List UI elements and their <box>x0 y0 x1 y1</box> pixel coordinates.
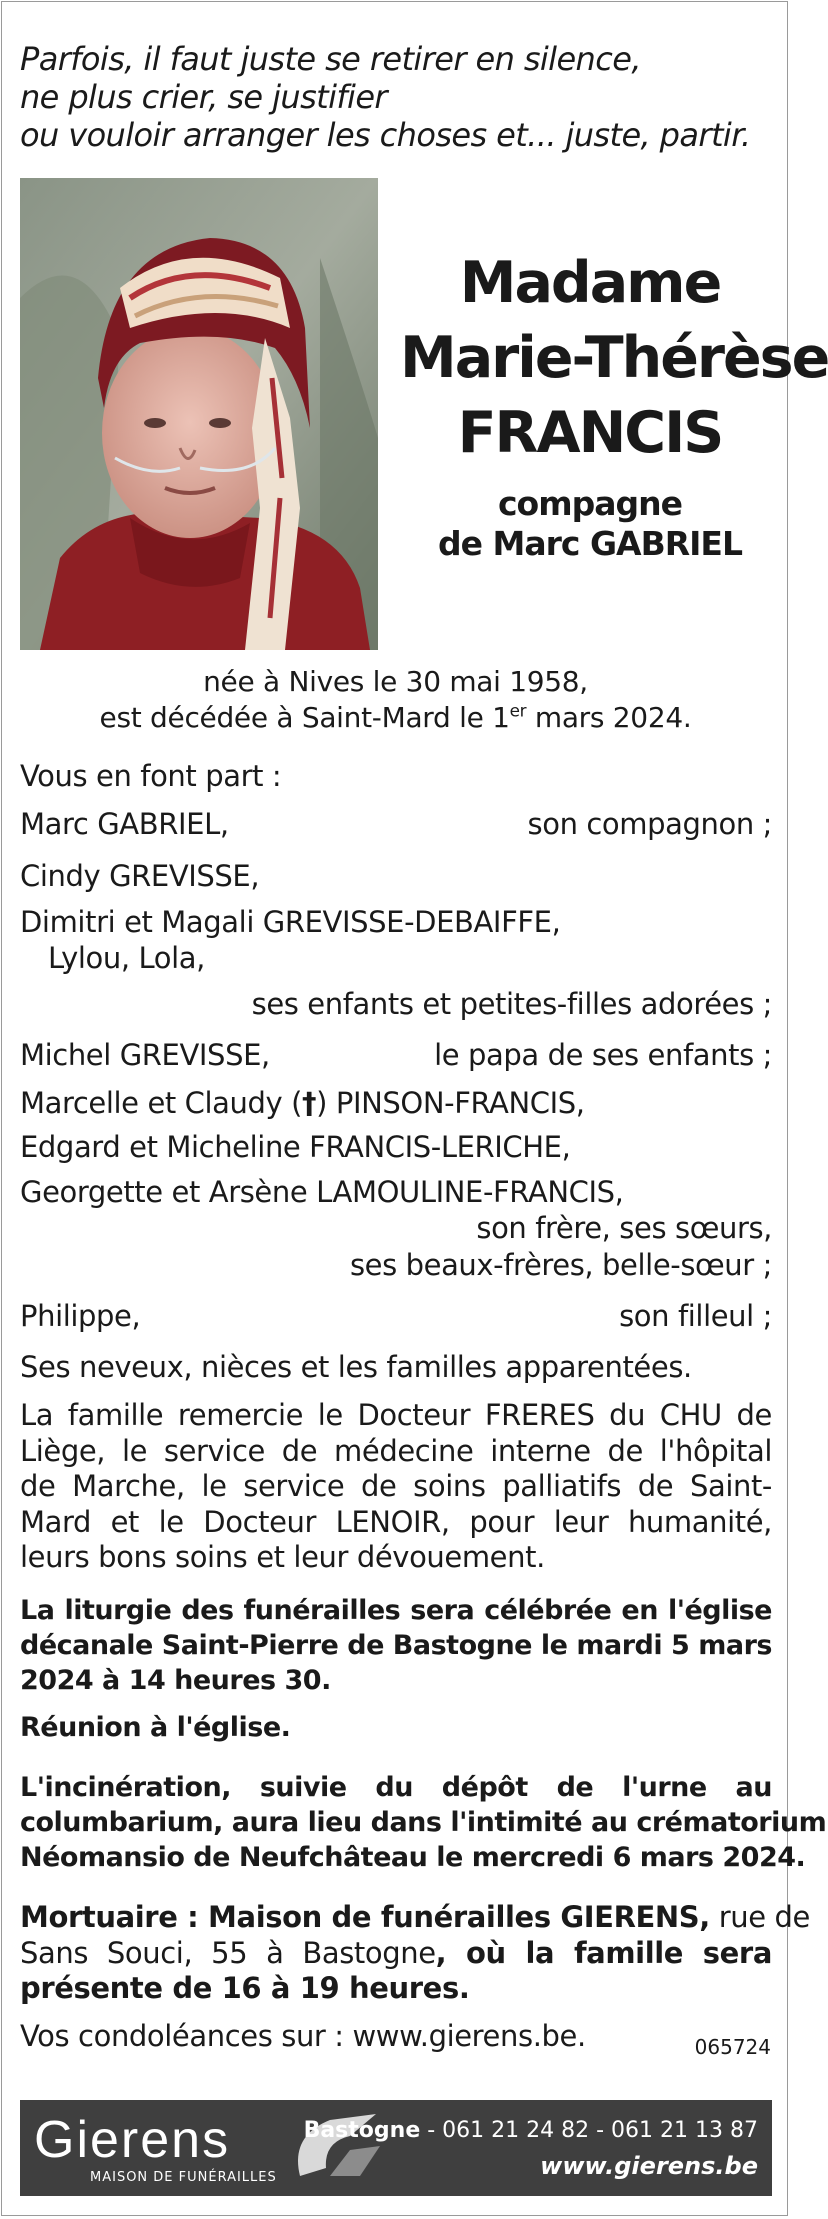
family-relation: son compagnon ; <box>527 807 772 841</box>
mortuary-label: Mortuaire : Maison de funérailles GIERENS, <box>20 1900 710 1934</box>
reunion-text: Réunion à l'église. <box>20 1712 291 1743</box>
mortuary-paragraph <box>20 1900 810 2007</box>
quote-line: ou vouloir arranger les choses et... juste, partir. <box>20 116 751 154</box>
portrait-image <box>20 178 378 650</box>
death-date-end: mars 2024. <box>526 701 692 734</box>
family-name: Philippe, <box>20 1299 141 1333</box>
family-line-dimitri: Dimitri et Magali GREVISSE-DEBAIFFE, <box>20 905 561 939</box>
family-line-michel <box>20 1037 772 1073</box>
death-superscript: er <box>509 700 527 721</box>
thanks-line: Liège, le service de médecine interne de l'hôpital <box>20 1433 772 1468</box>
mortuary-address: rue de <box>709 1900 810 1934</box>
family-line-philippe <box>20 1298 772 1334</box>
brand-logo: Gierens <box>34 2111 231 2169</box>
family-line-edgard: Edgard et Micheline FRANCIS-LERICHE, <box>20 1130 571 1164</box>
companion-label: compagne <box>497 484 682 523</box>
brand-subtitle: MAISON DE FUNÉRAILLES <box>90 2170 277 2185</box>
reunion-line <box>20 1710 772 1745</box>
family-name: Marcelle et Claudy ( <box>20 1086 303 1120</box>
contact-city: Bastogne <box>303 2118 421 2143</box>
family-line-marc <box>20 806 772 842</box>
contact-phones <box>304 2118 758 2143</box>
mortuary-line <box>20 1936 772 1972</box>
website-link[interactable]: www.gierens.be <box>540 2152 758 2180</box>
quote-line: Parfois, il faut juste se retirer en silence, <box>20 40 641 78</box>
cross-icon: † <box>302 1086 317 1120</box>
portrait-photo <box>20 178 378 650</box>
birth-line: née à Nives le 30 mai 1958, <box>203 665 588 698</box>
thanks-line: de Marche, le service de soins palliatifs de Saint- <box>20 1469 772 1503</box>
family-line-cindy: Cindy GREVISSE, <box>20 859 260 893</box>
incineration-paragraph <box>20 1770 827 1875</box>
thanks-line: Mard et le Docteur LENOIR, pour leur humanité, <box>20 1504 772 1539</box>
death-line <box>0 700 791 736</box>
incineration-line: L'incinération, suivie du dépôt de l'urne au <box>20 1772 772 1803</box>
family-relation: ses enfants et petites-filles adorées ; <box>251 987 772 1021</box>
reference-number: 065724 <box>694 2035 771 2059</box>
liturgy-paragraph <box>20 1593 772 1698</box>
liturgy-line: décanale Saint-Pierre de Bastogne le mardi 5 mars <box>20 1630 772 1661</box>
family-name: Marc GABRIEL, <box>20 807 229 841</box>
family-intro: Vous en font part : <box>20 759 282 793</box>
family-relation: le papa de ses enfants ; <box>434 1038 772 1072</box>
mortuary-visit: , où la famille sera <box>435 1935 772 1970</box>
thanks-paragraph <box>20 1398 772 1576</box>
funeral-home-banner <box>20 2100 772 2196</box>
phone-numbers: - 061 21 24 82 - 061 21 13 87 <box>420 2118 758 2143</box>
family-name: Michel GREVISSE, <box>20 1038 270 1072</box>
thanks-line: La famille remercie le Docteur FRERES du CHU de <box>20 1398 772 1432</box>
family-line-marcelle <box>20 1085 772 1121</box>
family-relation: son frère, ses sœurs, <box>476 1211 772 1245</box>
opening-quote <box>20 40 780 154</box>
family-line-georgette: Georgette et Arsène LAMOULINE-FRANCIS, <box>20 1175 624 1209</box>
mortuary-address: Sans Souci, 55 à Bastogne <box>20 1935 436 1970</box>
birth-death-info <box>0 664 791 736</box>
family-name: ) PINSON-FRANCIS, <box>316 1086 585 1120</box>
death-text: est décédée à Saint-Mard le 1 <box>99 701 510 734</box>
companion-name: de Marc GABRIEL <box>438 524 742 563</box>
condolences-line: Vos condoléances sur : www.gierens.be. <box>20 2019 586 2053</box>
incineration-line: columbarium, aura lieu dans l'intimité au crématorium <box>20 1807 827 1838</box>
family-relation: ses beaux-frères, belle-sœur ; <box>349 1248 772 1282</box>
deceased-name <box>400 246 828 471</box>
mortuary-hours: présente de 16 à 19 heures. <box>20 1971 470 2005</box>
thanks-line: leurs bons soins et leur dévouement. <box>20 1540 545 1574</box>
family-relation: son filleul ; <box>619 1299 772 1333</box>
liturgy-line: 2024 à 14 heures 30. <box>20 1665 331 1696</box>
family-line-nephews: Ses neveux, nièces et les familles apparentées. <box>20 1350 692 1384</box>
family-line-lylou: Lylou, Lola, <box>48 941 205 975</box>
liturgy-line: La liturgie des funérailles sera célébrée en l'église <box>20 1595 772 1626</box>
incineration-line: Néomansio de Neufchâteau le mercredi 6 mars 2024. <box>20 1842 806 1873</box>
name-title: Madame <box>459 250 721 316</box>
mortuary-line <box>20 1900 810 1936</box>
quote-line: ne plus crier, se justifier <box>20 78 387 116</box>
companion-line <box>400 484 780 564</box>
first-name: Marie-Thérèse <box>400 325 828 391</box>
last-name: FRANCIS <box>457 400 723 466</box>
